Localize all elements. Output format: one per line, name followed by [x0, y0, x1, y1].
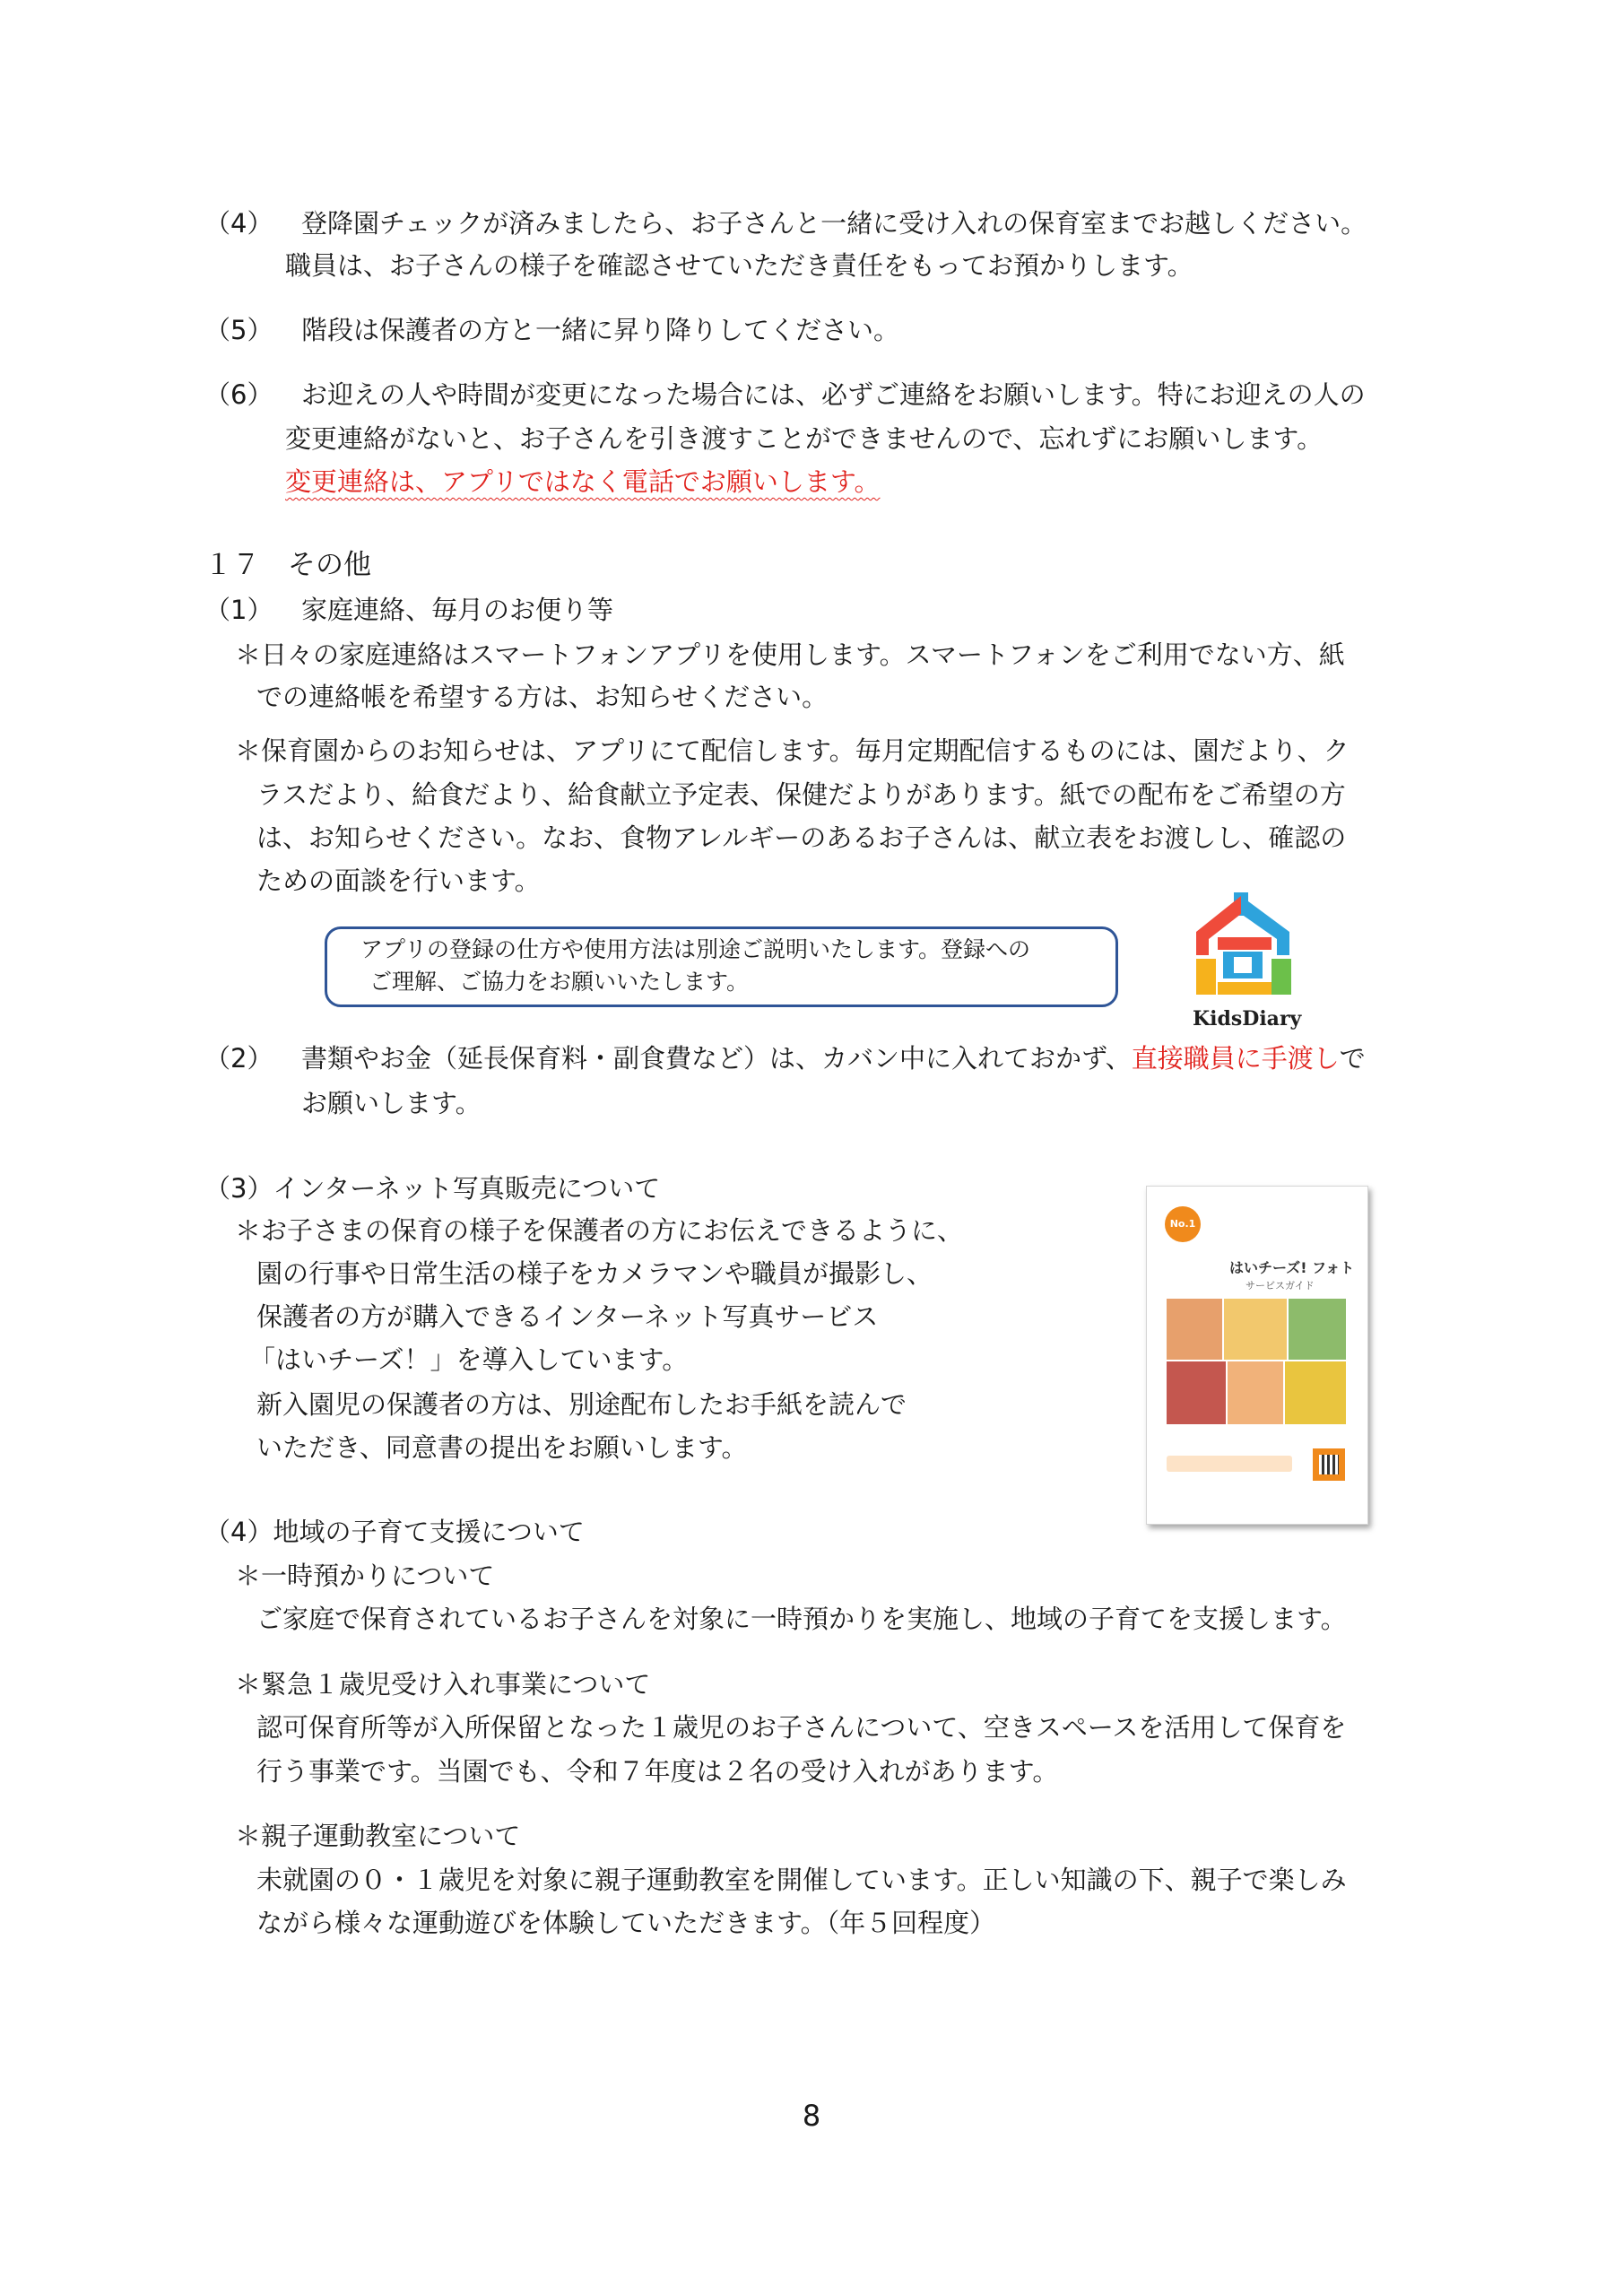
sub4-c-line2: ながら様々な運動遊びを体験していただきます。（年５回程度） — [256, 1908, 996, 1938]
sub4-title: （4）地域の子育て支援について — [204, 1517, 585, 1547]
sub1-label: （1） — [204, 595, 273, 625]
sub2-line1 — [301, 1040, 1366, 1076]
page-number: 8 — [802, 2099, 821, 2133]
note-line1: アプリの登録の仕方や使用方法は別途ご説明いたします。登録への — [360, 936, 1031, 962]
sub4-b-line1: 認可保育所等が入所保留となった１歳児のお子さんについて、空きスペースを活用して保育を — [256, 1712, 1347, 1743]
hai-cheese-service-guide-image — [1146, 1186, 1368, 1525]
sub3-line3: 保護者の方が購入できるインターネット写真サービス — [256, 1301, 879, 1332]
item5-label: （5） — [204, 315, 273, 345]
sub1-p2-line1: ＊保育園からのお知らせは、アプリにて配信します。毎月定期配信するものには、園だより、ク — [235, 735, 1350, 766]
guide-photo-collage — [1167, 1299, 1346, 1424]
item6-line3-red: 変更連絡は、アプリではなく電話でお願いします。 — [285, 466, 881, 497]
section17-title: １７ その他 — [204, 549, 371, 581]
sub4-c-line1: 未就園の０・１歳児を対象に親子運動教室を開催しています。正しい知識の下、親子で楽しみ — [256, 1865, 1347, 1895]
sub1-p2-line3: は、お知らせください。なお、食物アレルギーのあるお子さんは、献立表をお渡しし、確認の — [256, 822, 1347, 853]
sub1-p1-line2: での連絡帳を希望する方は、お知らせください。 — [256, 682, 829, 712]
sub2-line1-tail: で — [1339, 1043, 1366, 1074]
item4-label: （4） — [204, 208, 273, 239]
sub4-b-line2: 行う事業です。当園でも、令和７年度は２名の受け入れがあります。 — [256, 1756, 1059, 1787]
sub3-line1: ＊お子さまの保育の様子を保護者の方にお伝えできるように、 — [235, 1215, 964, 1246]
sub2-line2: お願いします。 — [301, 1088, 482, 1118]
guide-qr-icon — [1313, 1448, 1345, 1481]
sub1-title: 家庭連絡、毎月のお便り等 — [301, 595, 614, 625]
note-line2: ご理解、ご協力をお願いいたします。 — [369, 969, 750, 995]
sub1-p2-line2: ラスだより、給食だより、給食献立予定表、保健だよりがあります。紙での配布をご希望の方 — [256, 779, 1346, 810]
sub4-c-title: ＊親子運動教室について — [235, 1821, 521, 1851]
sub2-line1-red: 直接職員に手渡し — [1131, 1043, 1340, 1074]
item6-label: （6） — [204, 379, 273, 410]
guide-badge-text: No.1 — [1169, 1218, 1196, 1230]
guide-subtitle: サービスガイド — [1245, 1280, 1315, 1292]
sub3-line5: 新入園児の保護者の方は、別途配布したお手紙を読んで — [256, 1389, 907, 1420]
item4-line1: 登降園チェックが済みましたら、お子さんと一緒に受け入れの保育室までお越しください。 — [301, 208, 1367, 239]
item5-line1: 階段は保護者の方と一緒に昇り降りしてください。 — [301, 315, 900, 345]
kidsdiary-logo-text: KidsDiary — [1193, 1007, 1302, 1031]
sub2-label: （2） — [204, 1043, 273, 1074]
sub3-title: （3）インターネット写真販売について — [204, 1173, 661, 1204]
sub3-line6: いただき、同意書の提出をお願いします。 — [256, 1432, 748, 1463]
app-registration-note-box — [325, 926, 1118, 1007]
guide-brand: はいチーズ! フォト — [1229, 1259, 1355, 1276]
sub3-line4: 「はいチーズ！」を導入しています。 — [249, 1344, 689, 1375]
sub1-p2-line4: ための面談を行います。 — [256, 865, 541, 896]
sub2-line1-text: 書類やお金（延長保育料・副食費など）は、カバン中に入れておかず、 — [301, 1043, 1132, 1074]
sub1-p1-line1: ＊日々の家庭連絡はスマートフォンアプリを使用します。スマートフォンをご利用でない方、紙 — [235, 639, 1345, 670]
kidsdiary-logo-icon — [1191, 892, 1297, 998]
guide-info-strip — [1167, 1456, 1292, 1472]
sub4-a-line1: ご家庭で保育されているお子さんを対象に一時預かりを実施し、地域の子育てを支援します。 — [256, 1604, 1347, 1634]
item6-line1: お迎えの人や時間が変更になった場合には、必ずご連絡をお願いします。特にお迎えの人の — [301, 379, 1366, 410]
sub4-a-title: ＊一時預かりについて — [235, 1561, 495, 1591]
sub3-line2: 園の行事や日常生活の様子をカメラマンや職員が撮影し、 — [256, 1258, 933, 1289]
item4-line2: 職員は、お子さんの様子を確認させていただき責任をもってお預かりします。 — [285, 250, 1193, 281]
sub4-b-title: ＊緊急１歳児受け入れ事業について — [235, 1669, 651, 1700]
item6-line2: 変更連絡がないと、お子さんを引き渡すことができませんので、忘れずにお願いします。 — [285, 423, 1324, 454]
guide-badge — [1165, 1206, 1201, 1242]
